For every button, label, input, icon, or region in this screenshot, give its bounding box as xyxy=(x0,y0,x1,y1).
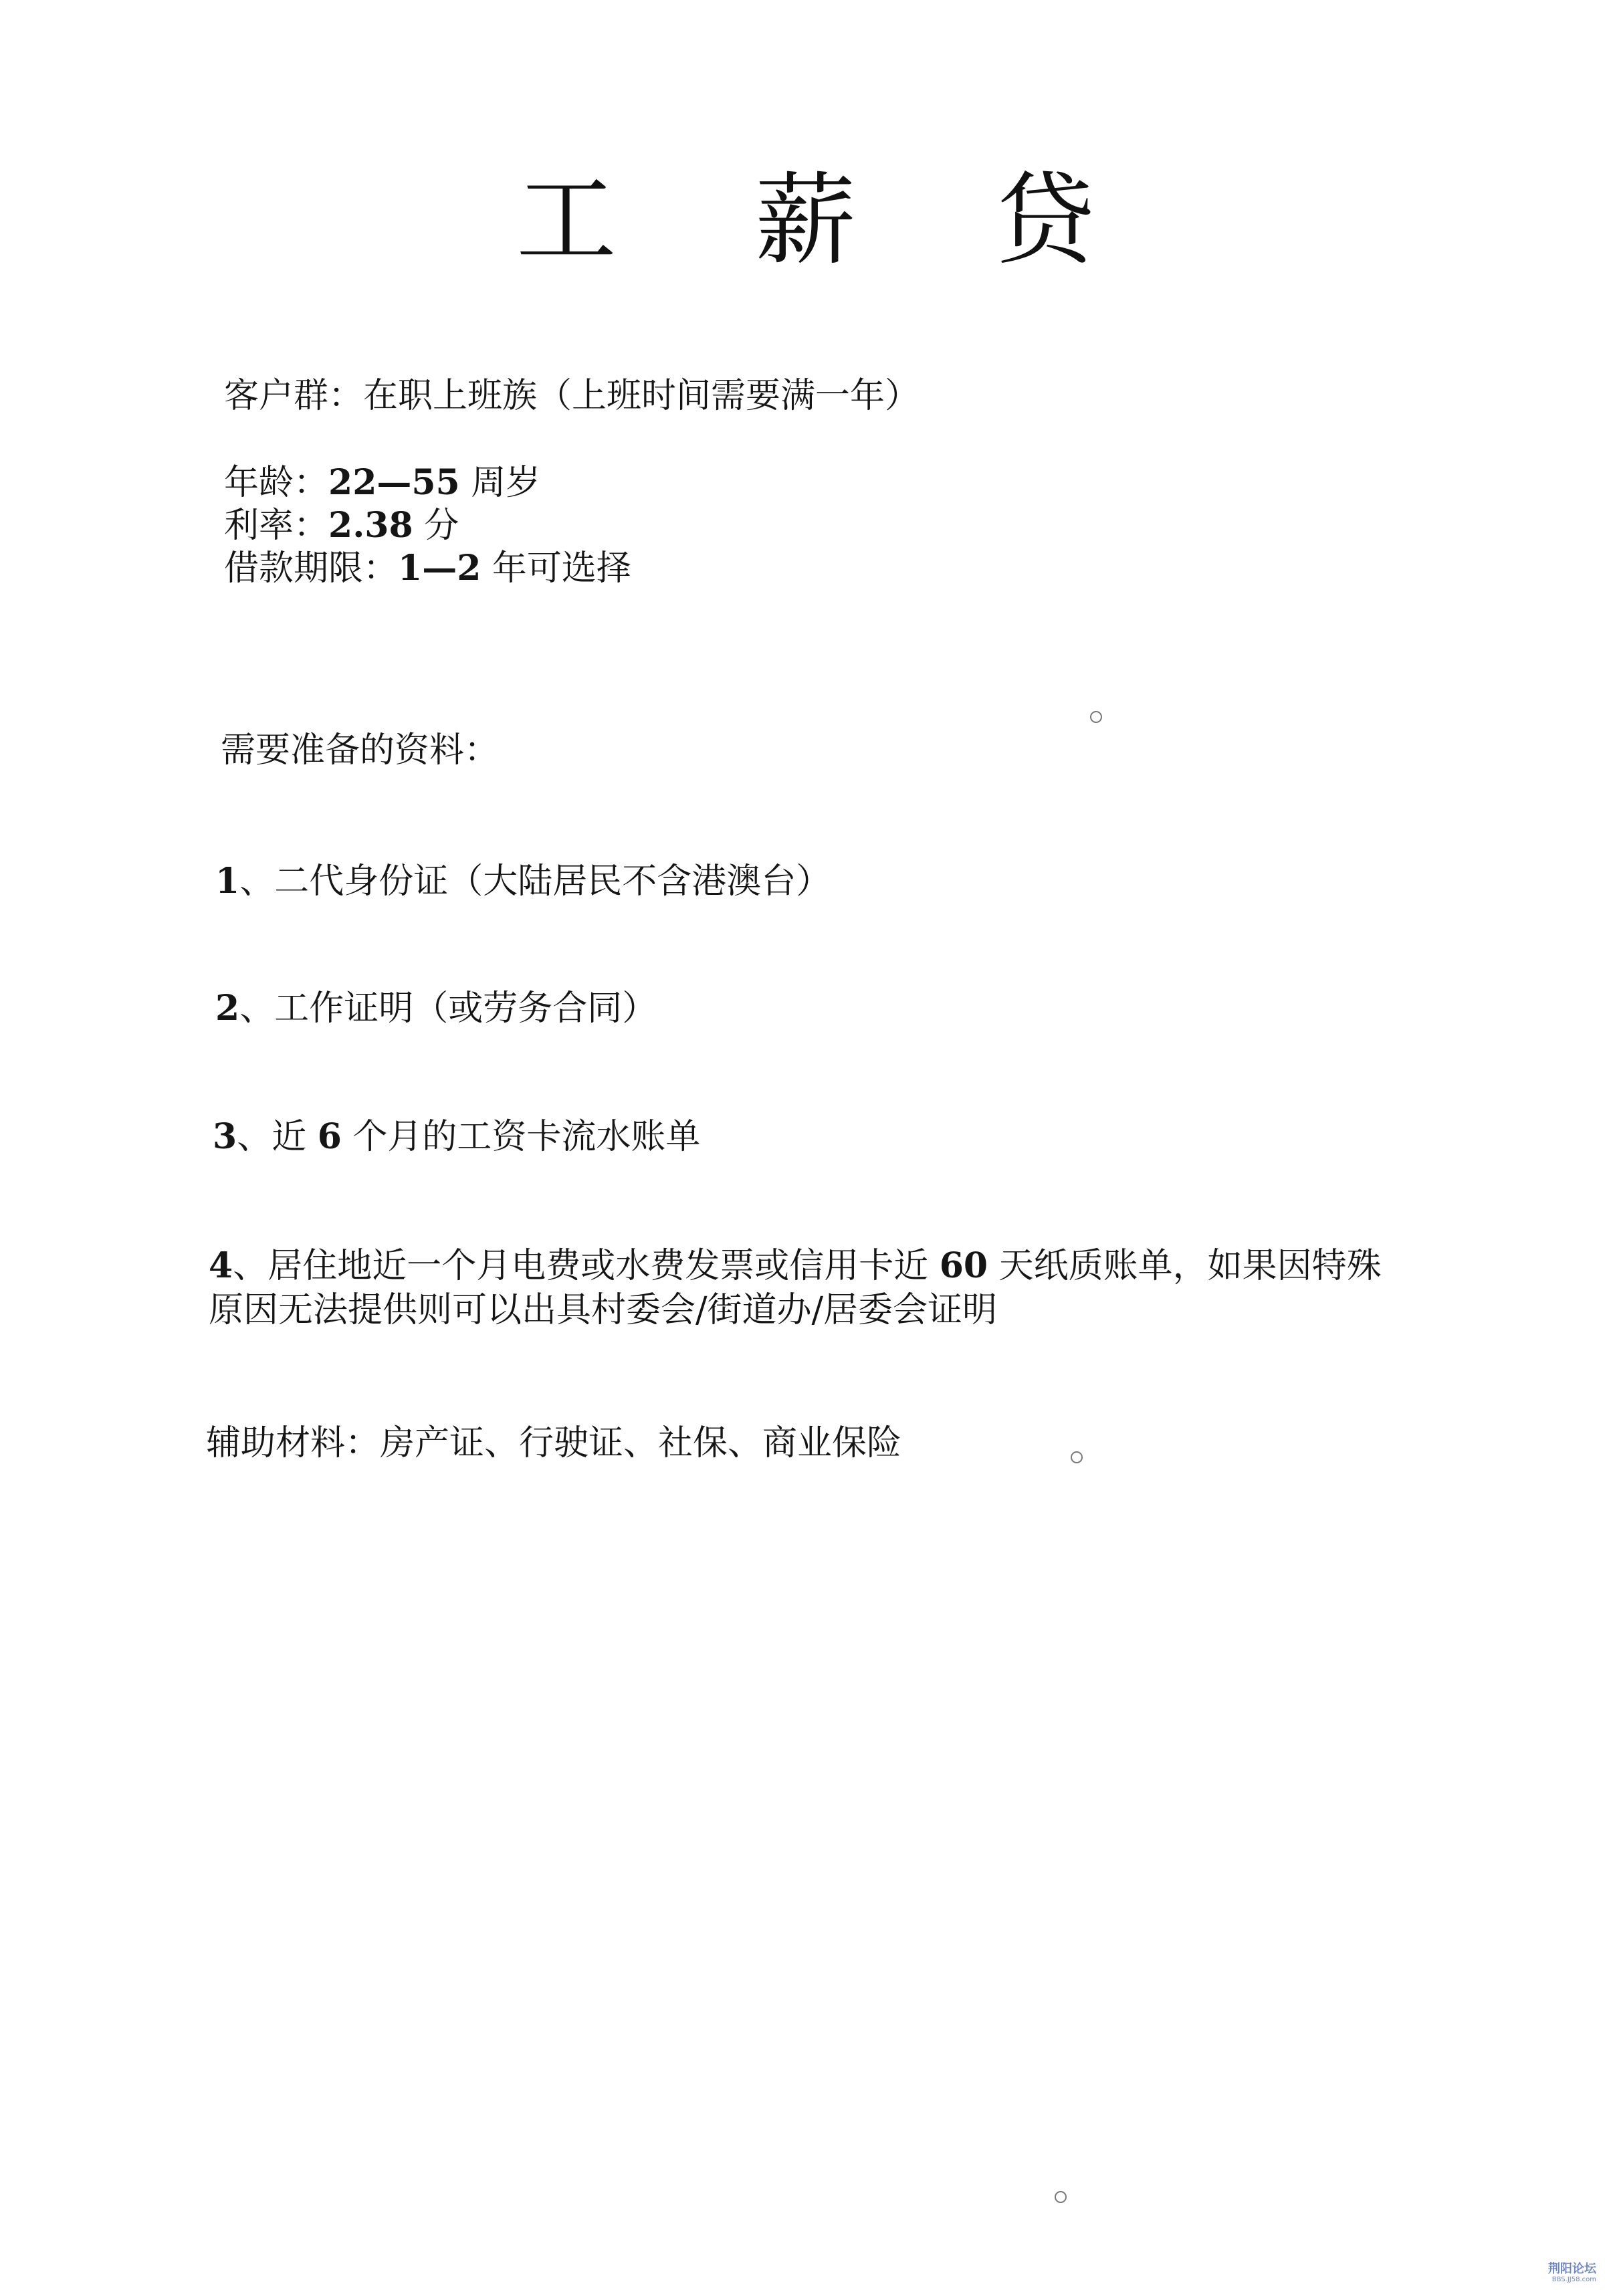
watermark-title: 荆阳论坛 xyxy=(1548,2262,1596,2276)
rate-unit: 分 xyxy=(413,506,459,546)
age-unit: 周岁 xyxy=(459,463,541,503)
material-text: 、二代身份证（大陆居民不含港澳台） xyxy=(239,861,831,902)
material-text: 天纸质账单，如果因特殊原因无法提供则可以出具村委会/街道办/居委会证明 xyxy=(209,1246,1382,1330)
material-item-3 xyxy=(213,1116,700,1158)
term-value: 1—2 xyxy=(398,548,481,589)
auxiliary-materials-line: 辅助材料：房产证、行驶证、社保、商业保险 xyxy=(206,1423,902,1463)
forum-watermark xyxy=(1536,2263,1596,2284)
punch-hole-mark xyxy=(1071,1451,1083,1463)
material-item-1 xyxy=(215,860,831,903)
term-label: 借款期限： xyxy=(224,548,399,589)
material-text: 个月的工资卡流水账单 xyxy=(341,1117,701,1157)
term-unit: 年可选择 xyxy=(481,548,631,589)
material-number: 1 xyxy=(215,861,240,902)
term-line xyxy=(224,547,631,590)
material-value: 6 xyxy=(317,1116,342,1157)
punch-hole-mark xyxy=(1055,2191,1067,2203)
material-number: 3 xyxy=(213,1116,237,1157)
material-text: 、居住地近一个月电费或水费发票或信用卡近 xyxy=(233,1246,940,1286)
age-value: 22—55 xyxy=(328,462,460,503)
customer-group-line: 客户群：在职上班族（上班时间需要满一年） xyxy=(224,376,920,416)
punch-hole-mark xyxy=(1090,711,1102,723)
material-text: 、工作证明（或劳务合同） xyxy=(239,988,657,1029)
document-title: 工 薪 贷 xyxy=(516,163,1149,279)
rate-label: 利率： xyxy=(224,506,329,546)
material-number: 4 xyxy=(209,1245,233,1286)
watermark-url: BBS.JJ58.com xyxy=(1551,2276,1596,2283)
age-label: 年龄： xyxy=(224,463,329,503)
material-item-2 xyxy=(215,987,657,1030)
material-item-4 xyxy=(209,1244,1399,1332)
material-number: 2 xyxy=(215,988,240,1029)
material-value: 60 xyxy=(939,1245,988,1286)
rate-line xyxy=(224,504,459,547)
rate-value: 2.38 xyxy=(328,505,413,546)
material-text: 、近 xyxy=(237,1117,318,1157)
age-line xyxy=(224,461,540,504)
materials-heading: 需要准备的资料： xyxy=(221,730,500,770)
